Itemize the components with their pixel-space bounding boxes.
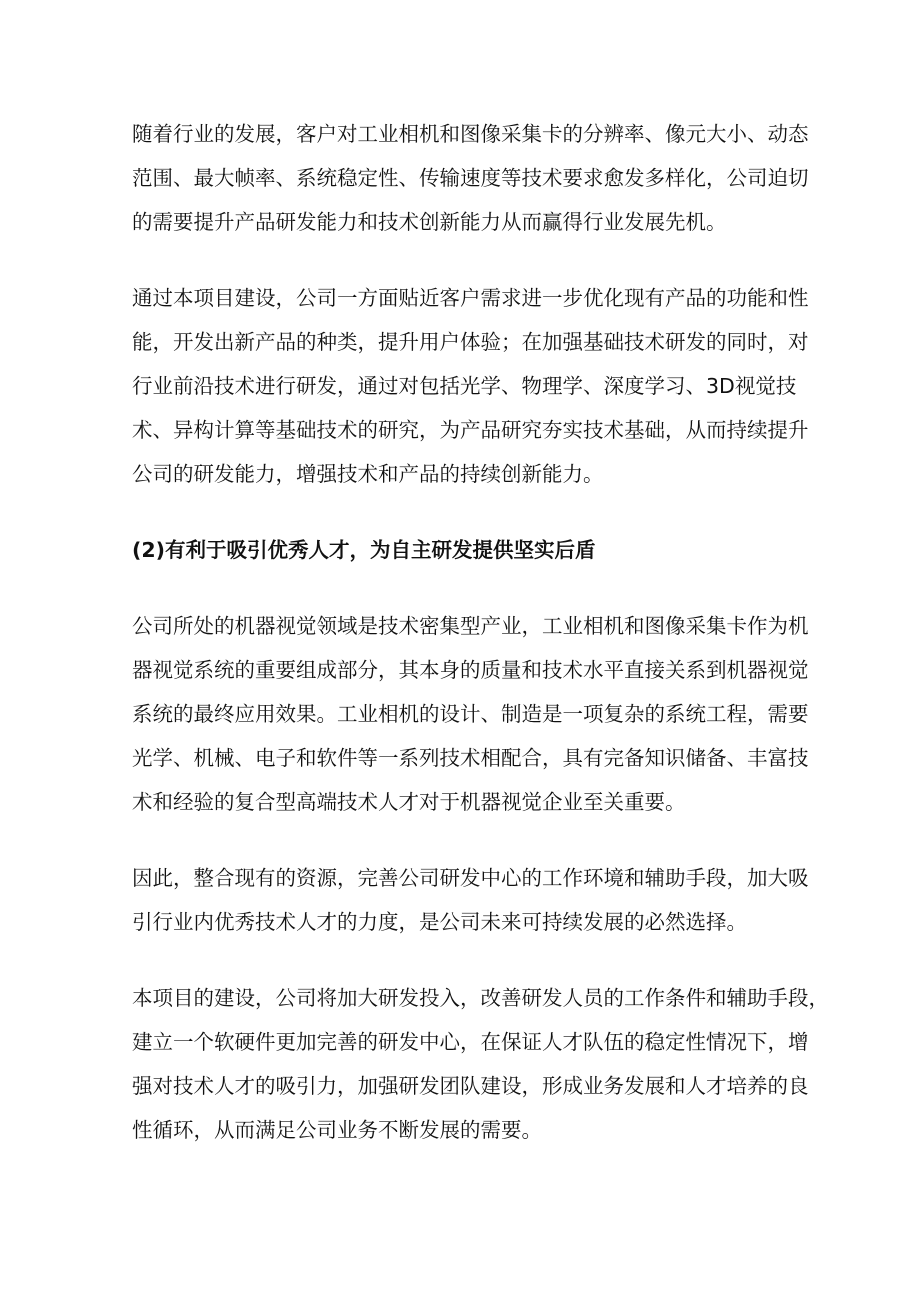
paragraph-line: 术和经验的复合型高端技术人才对于机器视觉企业至关重要。 [132, 790, 686, 814]
paragraph-line: 行业前沿技术进行研发，通过对包括光学、物理学、深度学习、3D视觉技 [132, 374, 797, 398]
paragraph-line: 公司的研发能力，增强技术和产品的持续创新能力。 [132, 462, 604, 486]
paragraph-line: 范围、最大帧率、系统稳定性、传输速度等技术要求愈发多样化，公司迫切 [132, 166, 809, 190]
section-heading: (2)有利于吸引优秀人才，为自主研发提供坚实后盾 [132, 538, 596, 562]
paragraph-line: 光学、机械、电子和软件等一系列技术相配合，具有完备知识储备、丰富技 [132, 746, 809, 770]
paragraph-line: 的需要提升产品研发能力和技术创新能力从而赢得行业发展先机。 [132, 210, 727, 234]
paragraph-rd-center [132, 976, 829, 1152]
paragraph-line: 随着行业的发展，客户对工业相机和图像采集卡的分辨率、像元大小、动态 [132, 122, 809, 146]
paragraph-line: 能，开发出新产品的种类，提升用户体验；在加强基础技术研发的同时，对 [132, 330, 809, 354]
paragraph-industry-development [132, 112, 809, 244]
paragraph-line: 本项目的建设，公司将加大研发投入，改善研发人员的工作条件和辅助手段， [132, 986, 829, 1010]
paragraph-line: 公司所处的机器视觉领域是技术密集型产业，工业相机和图像采集卡作为机 [132, 614, 809, 638]
paragraph-line: 通过本项目建设，公司一方面贴近客户需求进一步优化现有产品的功能和性 [132, 286, 809, 310]
paragraph-line: 性循环，从而满足公司业务不断发展的需要。 [132, 1118, 542, 1142]
paragraph-project-construction [132, 276, 809, 496]
paragraph-line: 器视觉系统的重要组成部分，其本身的质量和技术水平直接关系到机器视觉 [132, 658, 809, 682]
paragraph-line: 系统的最终应用效果。工业相机的设计、制造是一项复杂的系统工程，需要 [132, 702, 809, 726]
paragraph-line: 建立一个软硬件更加完善的研发中心，在保证人才队伍的稳定性情况下，增 [132, 1030, 809, 1054]
paragraph-line: 引行业内优秀技术人才的力度，是公司未来可持续发展的必然选择。 [132, 910, 747, 934]
paragraph-line: 术、异构计算等基础技术的研究，为产品研究夯实技术基础，从而持续提升 [132, 418, 809, 442]
paragraph-line: 强对技术人才的吸引力，加强研发团队建设，形成业务发展和人才培养的良 [132, 1074, 809, 1098]
paragraph-line: 因此，整合现有的资源，完善公司研发中心的工作环境和辅助手段，加大吸 [132, 866, 809, 890]
paragraph-therefore [132, 856, 809, 944]
document-body [132, 112, 829, 1184]
paragraph-machine-vision [132, 604, 809, 824]
